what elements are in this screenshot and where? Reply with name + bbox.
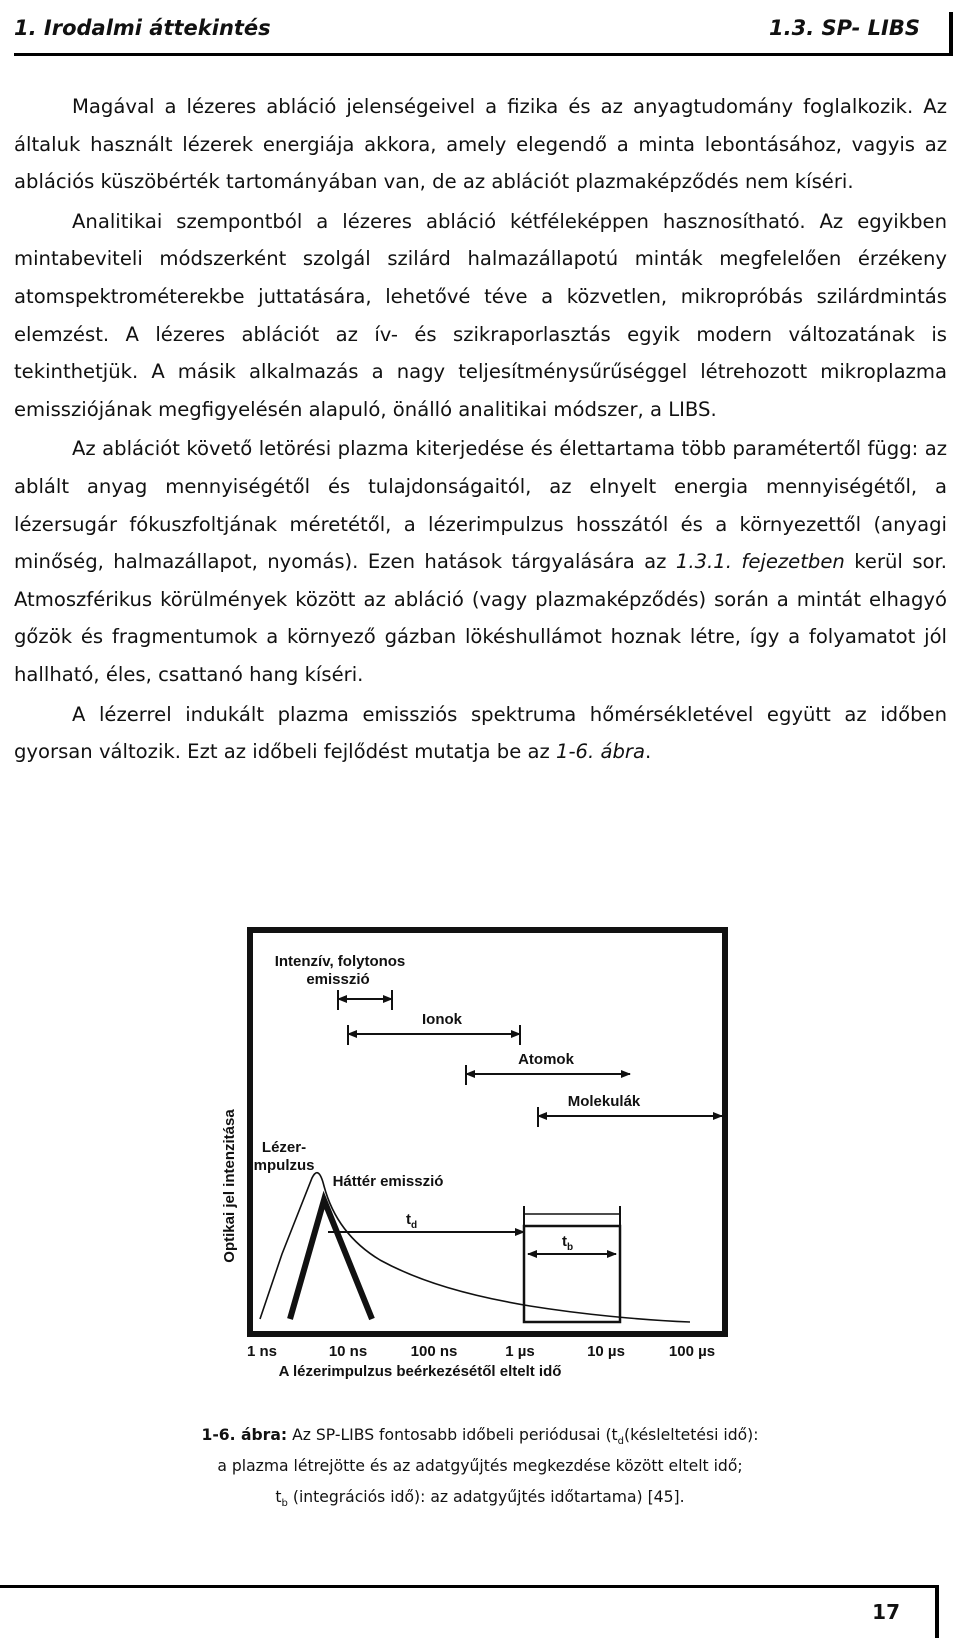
figure-reference: 1-6. ábra xyxy=(556,740,645,764)
paragraph-3-text-b: kerül sor. Atmoszférikus körülmények között az abláció (vagy plazmaképződés) során a mintát elhagyó gőzök és fragmentumok a környező gázban lökéshullámot hoznak létre, így a folyamatot jól hallható, éles, csattanó hang kíséri. xyxy=(14,550,947,686)
footer-edge-bar xyxy=(935,1585,939,1638)
x-tick-label: 100 µs xyxy=(668,1343,716,1360)
laser-pulse-label-line1: Lézer- xyxy=(261,1139,307,1156)
body-text xyxy=(14,88,947,771)
figure-caption-line1: 1-6. ábra: Az SP-LIBS fontosabb időbeli periódusai ($t_d(késleltetési$ idő): xyxy=(201,1426,759,1448)
footer-rule xyxy=(0,1585,938,1588)
x-tick-label: 100 ns xyxy=(410,1343,458,1360)
molecules-label: Molekulák xyxy=(567,1093,641,1110)
paragraph-4-text-a: A lézerrel indukált plazma emissziós spektruma hőmérsékletével együtt az időben gyorsan változik. Ezt az időbeli fejlődést mutatja be az xyxy=(14,702,947,764)
running-header xyxy=(14,12,934,52)
ions-label: Ionok xyxy=(422,1011,462,1028)
background-emission-label: Háttér emisszió xyxy=(332,1173,444,1190)
atoms-label: Atomok xyxy=(518,1051,574,1068)
continuum-label-line2: emisszió xyxy=(306,971,370,988)
x-axis-label: A lézerimpulzus beérkezésétől eltelt idő xyxy=(278,1363,562,1380)
chapter-reference: 1.3.1. fejezetben xyxy=(675,550,845,574)
plot-frame xyxy=(250,930,725,1334)
paragraph-4-text-b: . xyxy=(644,740,652,764)
figure-caption-line3: $t_b$ (integrációs idő): az adatgyűjtés időtartama) [45]. xyxy=(275,1488,685,1510)
x-tick-label: 1 µs xyxy=(505,1343,535,1360)
caption-label: 1-6. ábra: xyxy=(201,1426,288,1444)
page-number: 17 xyxy=(872,1600,900,1624)
x-axis-ticks xyxy=(247,1343,715,1360)
x-tick-label: 10 ns xyxy=(328,1343,368,1360)
figure-1-6 xyxy=(220,924,750,1404)
y-axis-label: Optikai jel intenzitása xyxy=(221,1109,238,1263)
x-tick-label: 10 µs xyxy=(587,1343,625,1360)
paragraph-1: Magával a lézeres abláció jelenségeivel a fizika és az anyagtudomány foglalkozik. Az általuk használt lézerek energiája akkora, amely elegendő a minta lebontásához, vagyis az ablációs küszöbérték tartományában van, de az ablációt plazmaképződés nem kíséri. xyxy=(14,95,947,194)
header-rule xyxy=(14,53,952,56)
laser-pulse-label-line2: impulzus xyxy=(249,1157,315,1174)
header-edge-bar xyxy=(949,12,953,56)
continuum-label-line1: Intenzív, folytonos xyxy=(274,953,406,970)
tb-label: $t_b$ xyxy=(562,1233,574,1253)
timeline-diagram xyxy=(220,924,750,1404)
paragraph-2: Analitikai szempontból a lézeres abláció kétféleképpen hasznosítható. Az egyikben mintabeviteli módszerként szolgál szilárd halmazállapotú minták megfelelően érzékeny atomspektrométerekbe juttatására, lehetővé téve a közvetlen, mikropróbás szilárdmintás elemzést. A lézeres ablációt az ív- és szikraporlasztás egyik modern változatának is tekinthetjük. A másik alkalmazás a nagy teljesítménysűrűséggel létrehozott mikroplazma emissziójának megfigyelésén alapuló, önálló analitikai módszer, a LIBS. xyxy=(14,209,947,421)
x-tick-label: 1 ns xyxy=(246,1343,278,1360)
header-chapter: 1. Irodalmi áttekintés xyxy=(14,16,271,40)
paragraph-4 xyxy=(14,696,947,771)
paragraph-3-text-a: Az ablációt követő letörési plazma kiterjedése és élettartama több paramétertől függ: az ablált anyag mennyiségétől és tulajdonságaitól, az elnyelt energia mennyiségétől, a lézersugár fókuszfoltjának méretétől, a lézerimpulzus hosszától és a környezettől (anyagi minőség, halmazállapot, nyomás). Ezen hatások tárgyalására az xyxy=(14,437,947,574)
laser-pulse-shape xyxy=(290,1200,372,1319)
figure-caption-line2: a plazma létrejötte és az adatgyűjtés megkezdése között eltelt idő; xyxy=(217,1457,743,1475)
td-label: $t_d$ xyxy=(406,1211,418,1231)
paragraph-3 xyxy=(14,430,947,693)
header-section: 1.3. SP- LIBS xyxy=(769,16,920,40)
